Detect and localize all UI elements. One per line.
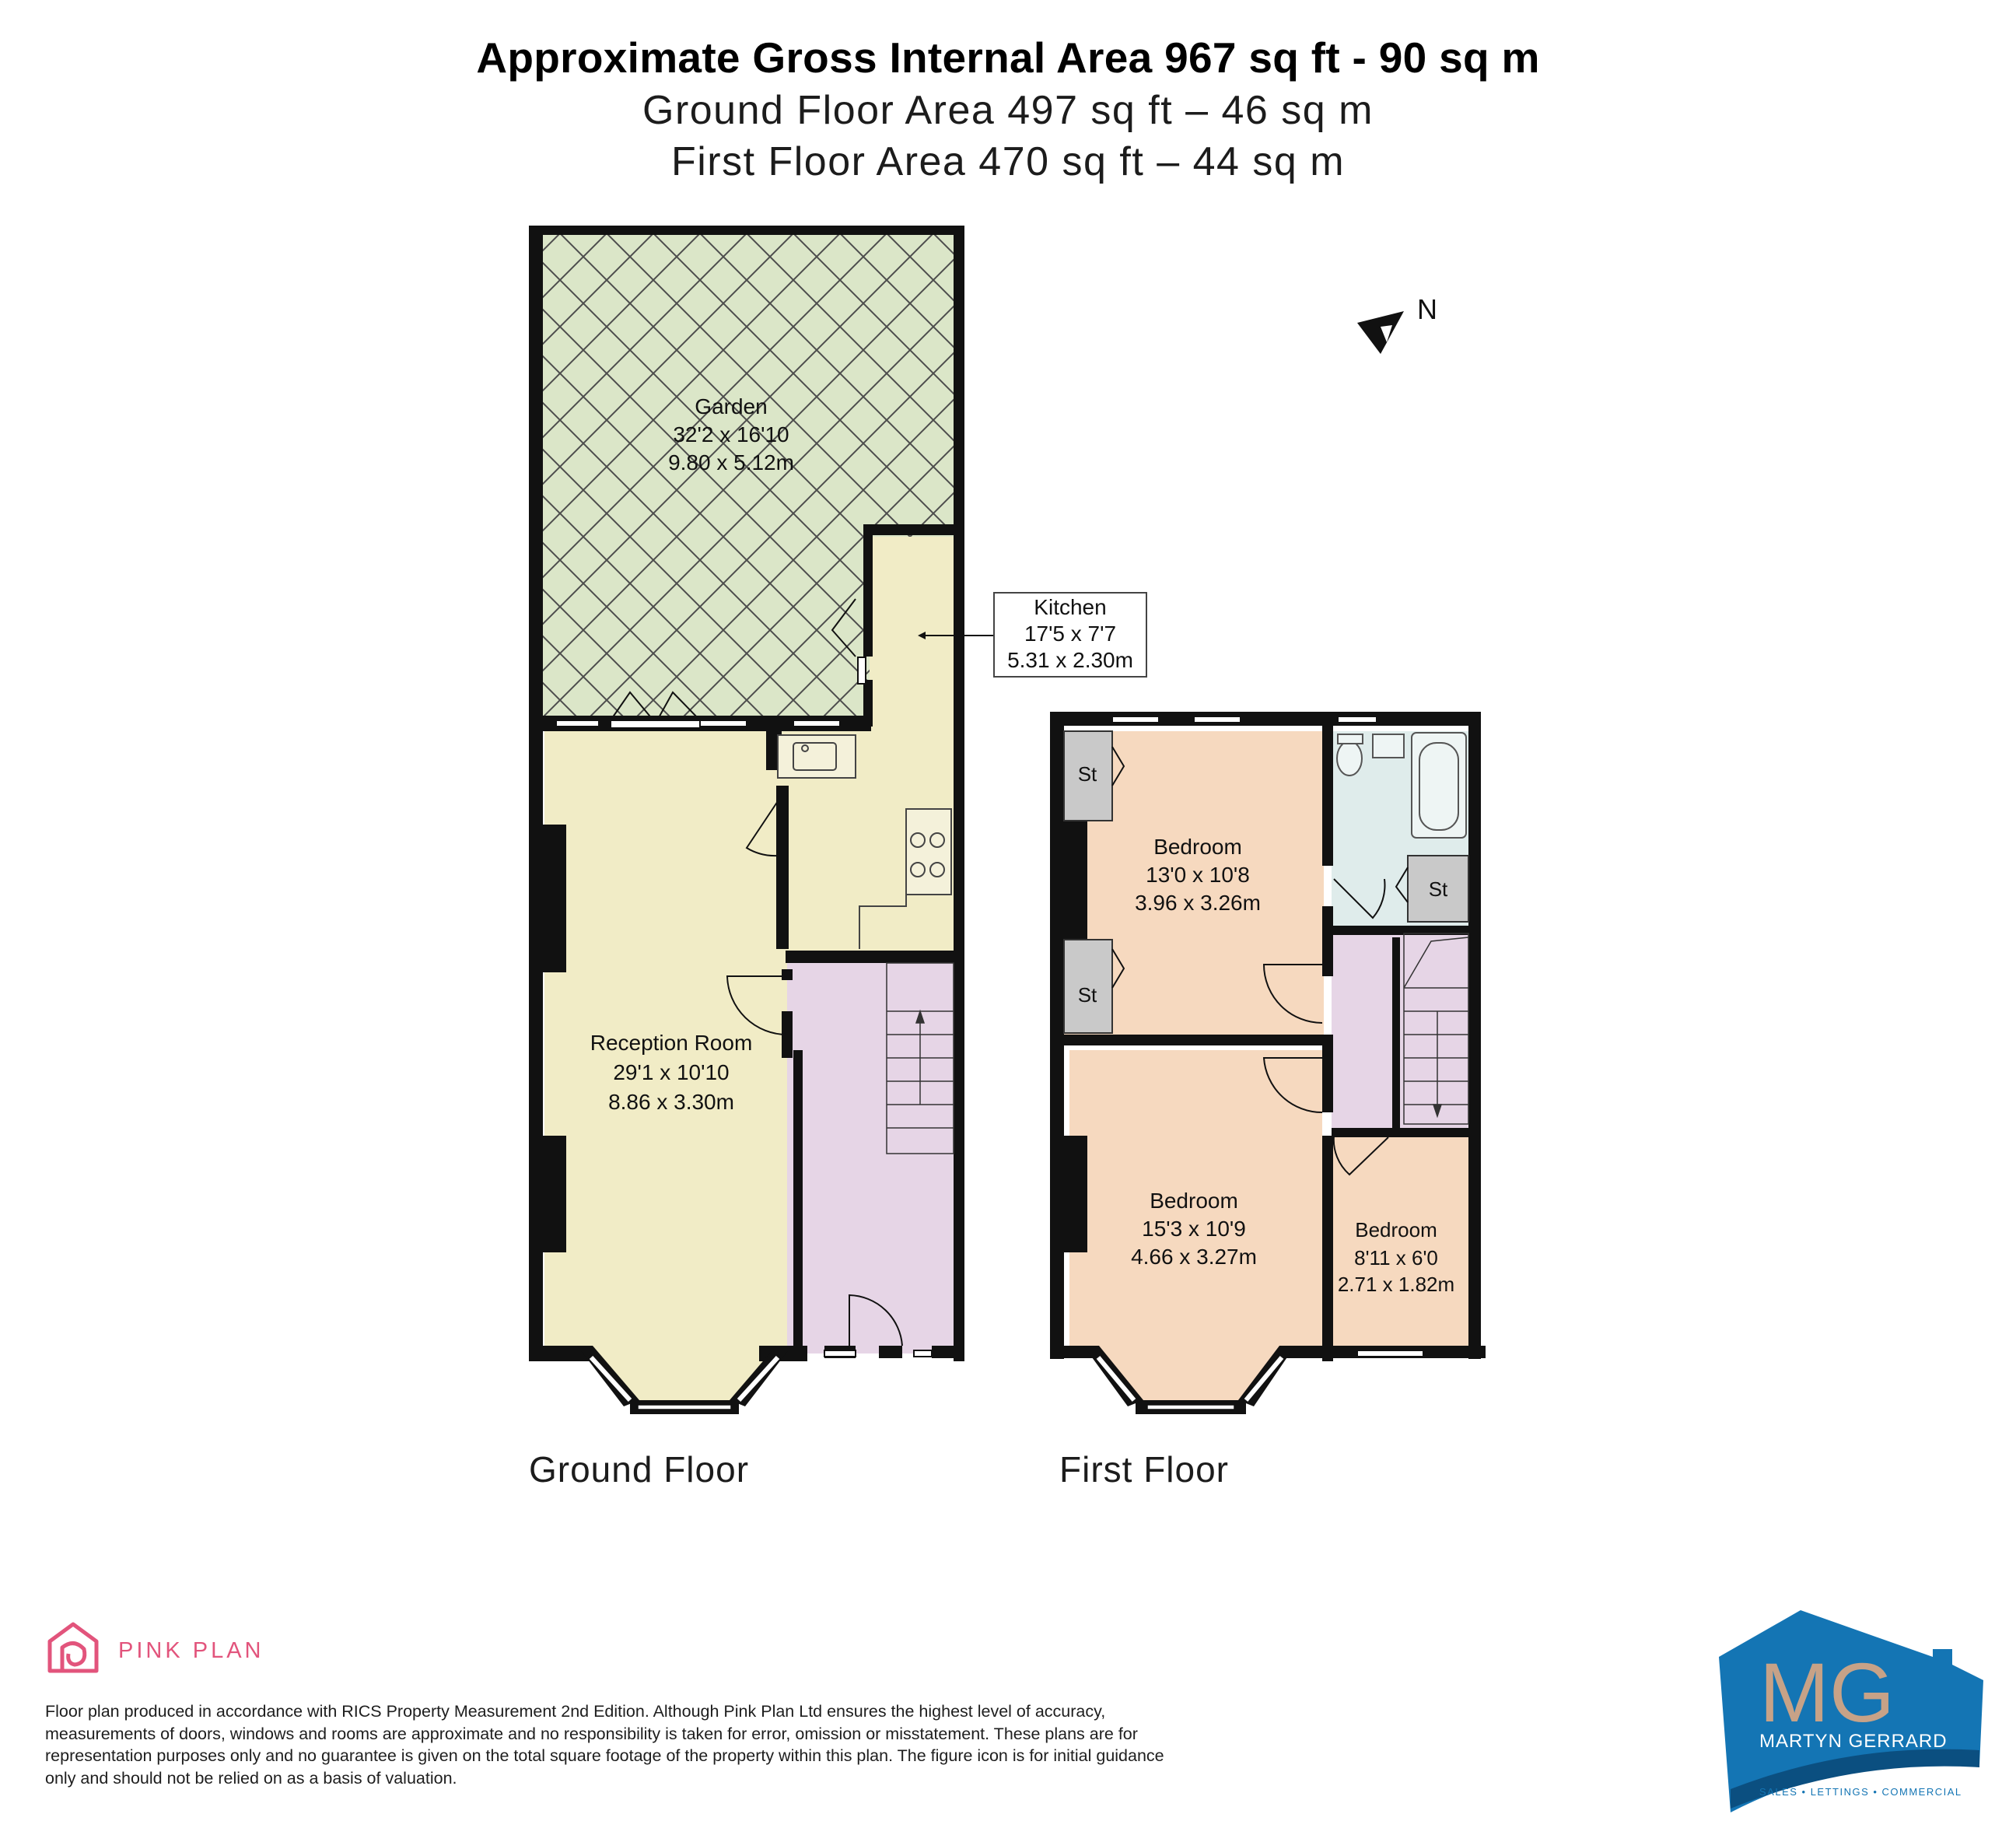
reception-size-metric: 8.86 x 3.30m [608,1090,734,1114]
agent-logo-letters: MG [1759,1645,1895,1739]
kitchen-size-imperial: 17'5 x 7'7 [1024,622,1117,646]
kitchen-size-metric: 5.31 x 2.30m [1007,648,1133,672]
ground-floor-label: Ground Floor [529,1449,750,1490]
pink-plan-logo-icon [50,1624,96,1671]
garden-name: Garden [695,394,768,418]
agent-name: MARTYN GERRARD [1759,1731,1948,1752]
north-compass-icon [1357,311,1404,354]
bedroom1-size-metric: 3.96 x 3.26m [1135,891,1261,915]
storage-label-3: St [1428,877,1448,901]
bedroom1-size-imperial: 13'0 x 10'8 [1146,863,1250,887]
reception-size-imperial: 29'1 x 10'10 [613,1060,730,1084]
martyn-gerrard-logo [1719,1610,1983,1812]
first-floor-label: First Floor [1059,1449,1229,1490]
disclaimer-text: Floor plan produced in accordance with RICS Property Measurement 2nd Edition. Although Pink Plan Ltd ensures the highest level of accuracy, measurements of doors, windows and rooms are approximate and no responsibility is taken for error, omission or misstatement. These plans are for representation purposes only and no guarantee is given on the total square footage of the property within this plan. The figure icon is for initial guidance only and should not be relied on as a basis of valuation. [45,1702,1164,1788]
agent-services: SALES • LETTINGS • COMMERCIAL [1759,1786,1962,1798]
storage-label-1: St [1077,762,1097,786]
garden-size-metric: 9.80 x 5.12m [668,450,794,475]
reception-name: Reception Room [590,1031,753,1055]
bedroom2-size-imperial: 15'3 x 10'9 [1142,1217,1246,1241]
bedroom2-name: Bedroom [1150,1189,1238,1213]
bedroom3-name: Bedroom [1355,1218,1437,1241]
ground-hall-area [787,957,957,1353]
bedroom3-size-imperial: 8'11 x 6'0 [1354,1246,1438,1269]
garden-size-imperial: 32'2 x 16'10 [673,422,789,446]
kitchen-name: Kitchen [1034,595,1107,619]
pink-plan-brand: PINK PLAN [118,1638,264,1663]
first-floor-plan [1050,712,1486,1414]
storage-label-2: St [1077,983,1097,1007]
plan-title: Approximate Gross Internal Area 967 sq ft - 90 sq m [476,33,1540,82]
compass-north-label: N [1417,293,1437,325]
bedroom3-size-metric: 2.71 x 1.82m [1337,1273,1455,1296]
ground-floor-area: Ground Floor Area 497 sq ft – 46 sq m [642,88,1374,133]
first-floor-area: First Floor Area 470 sq ft – 44 sq m [670,139,1346,184]
bedroom1-name: Bedroom [1153,835,1242,859]
bedroom2-size-metric: 4.66 x 3.27m [1131,1245,1257,1269]
